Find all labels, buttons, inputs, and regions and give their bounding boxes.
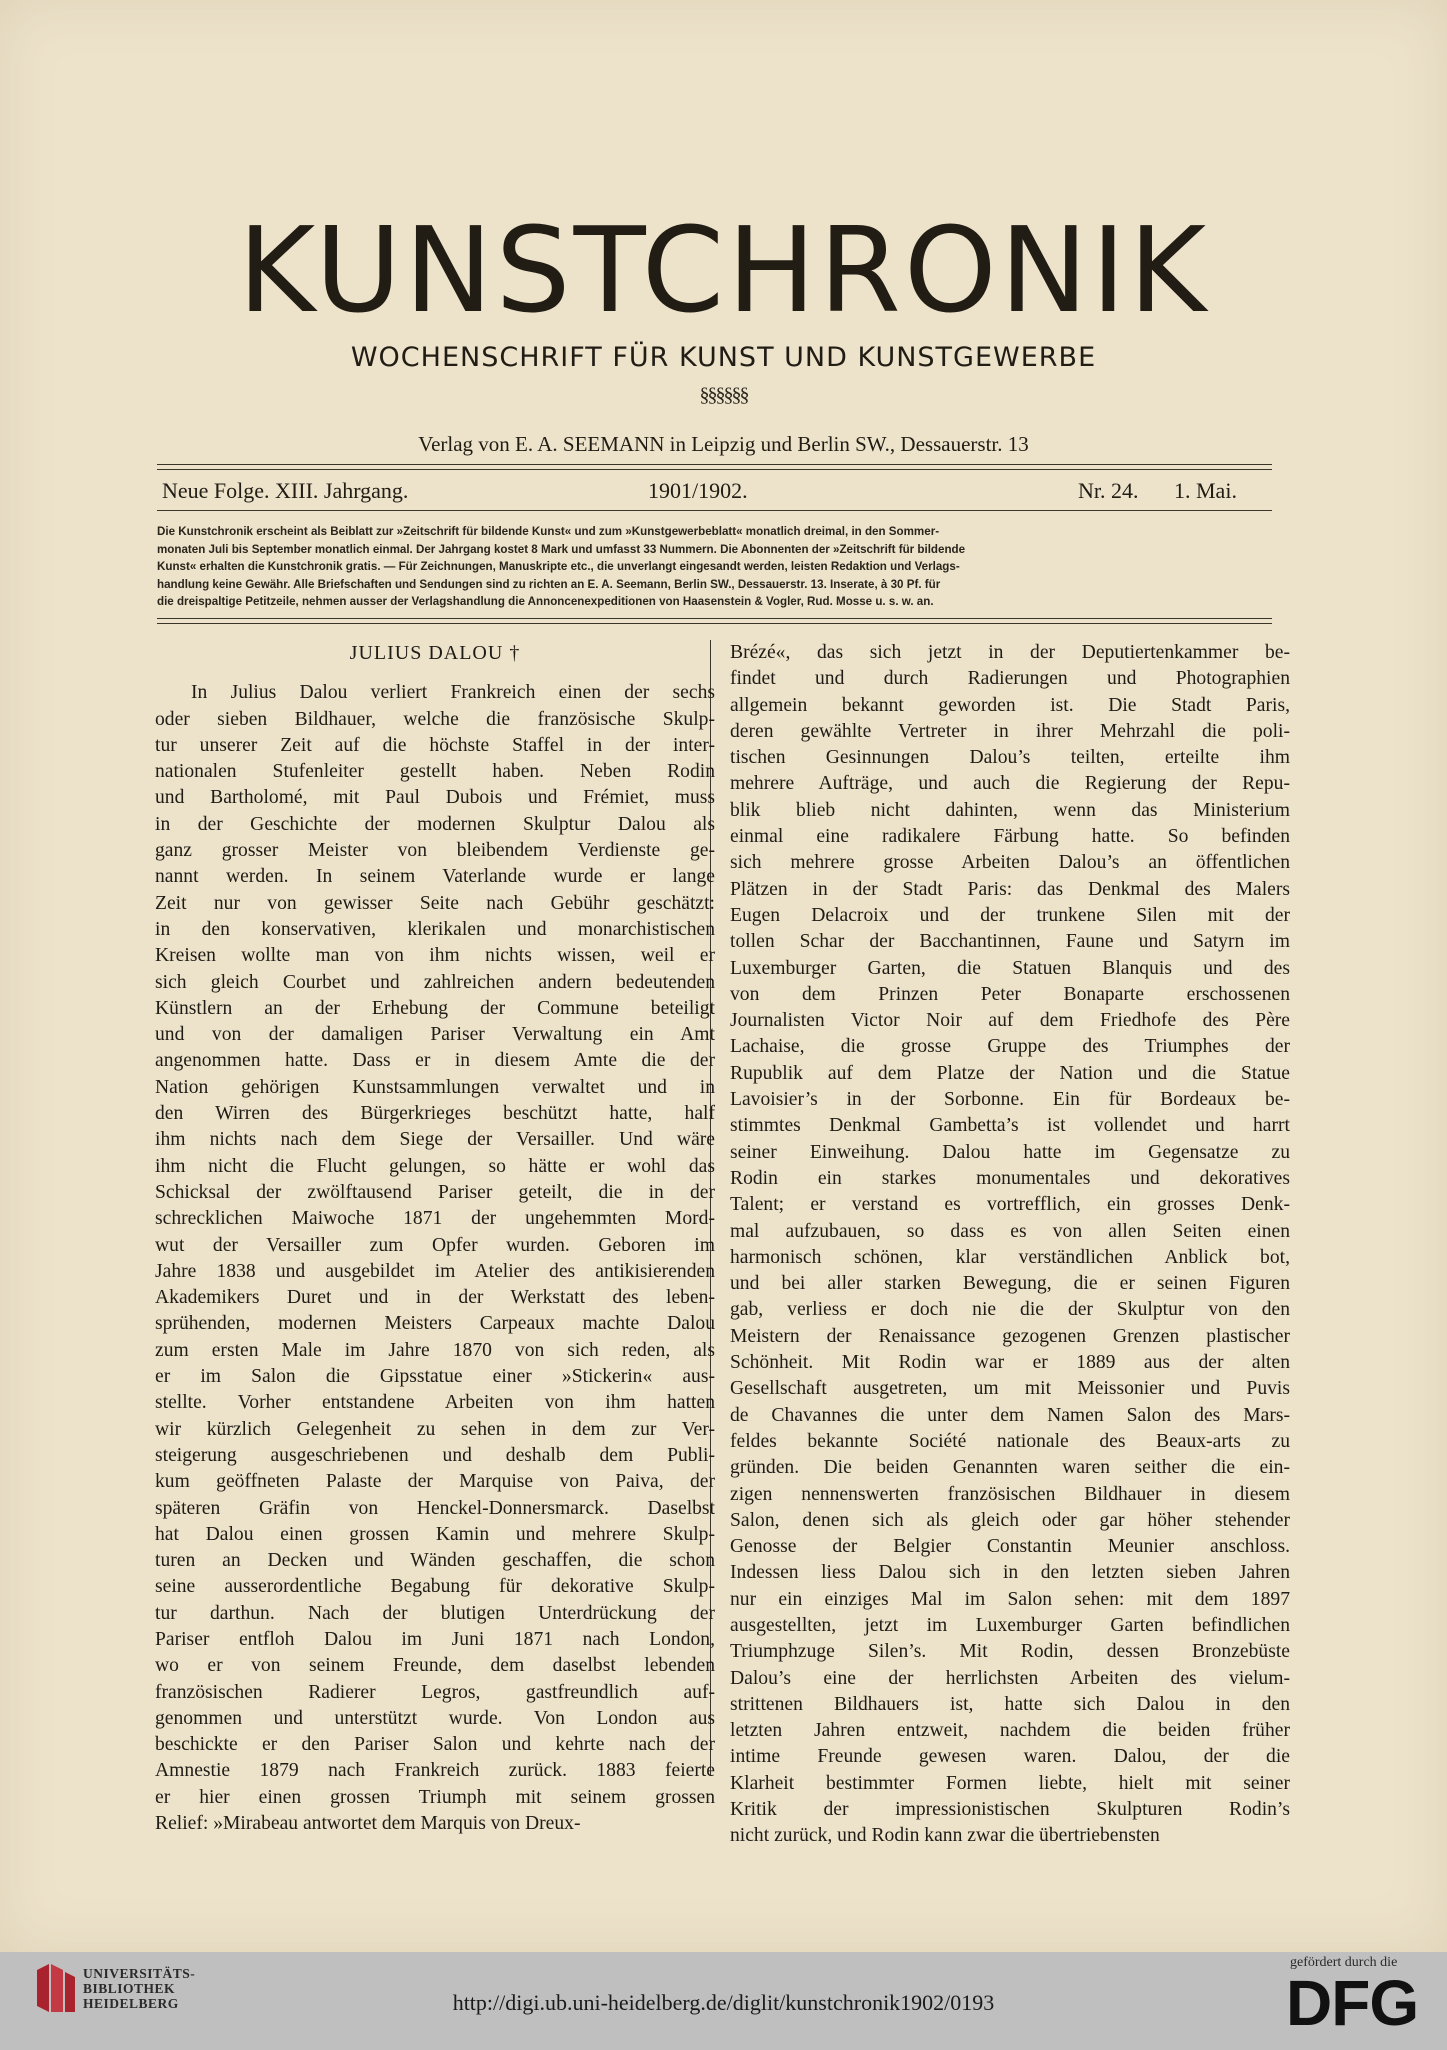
masthead-subtitle: WOCHENSCHRIFT FÜR KUNST UND KUNSTGEWERBE xyxy=(350,342,1097,373)
text-line: ihm nicht die Flucht gelungen, so hätte er wohl das xyxy=(155,1155,715,1177)
text-line: Brézé«, das sich jetzt in der Deputiertenkammer be- xyxy=(730,642,1290,663)
text-line: angenommen hatte. Dass er in diesem Amte die der xyxy=(155,1050,715,1072)
text-line: genommen und unterstützt wurde. Von London aus xyxy=(155,1707,715,1729)
text-line: stimmtes Denkmal Gambetta’s ist vollendet und harrt xyxy=(730,1115,1290,1137)
text-line: beschickte er den Pariser Salon und kehrte nach der xyxy=(155,1734,715,1756)
dfg-logo: DFG xyxy=(1286,1967,1419,2039)
text-line: in der Geschichte der modernen Skulptur Dalou als xyxy=(155,813,715,835)
text-line: Gesellschaft ausgetreten, um mit Meissonier und Puvis xyxy=(730,1378,1290,1400)
rule-mid xyxy=(157,510,1272,511)
text-line: gründen. Die beiden Genannten waren seither die ein- xyxy=(730,1457,1290,1479)
text-line: seine ausserordentliche Begabung für dekorative Skulp- xyxy=(155,1576,715,1598)
text-line: Pariser entfloh Dalou im Juni 1871 nach London, xyxy=(155,1628,715,1650)
text-line: Luxemburger Garten, die Statuen Blanquis und des xyxy=(730,957,1290,979)
text-line: ganz grosser Meister von bleibendem Verdienste ge- xyxy=(155,840,715,862)
text-line: und Bartholomé, mit Paul Dubois und Frémiet, muss xyxy=(155,787,715,809)
text-line: Akademikers Duret und in der Werkstatt des leben- xyxy=(155,1287,715,1309)
text-line: Klarheit bestimmter Formen liebte, hielt mit seiner xyxy=(730,1772,1290,1794)
text-line: In Julius Dalou verliert Frankreich einen der sechs xyxy=(191,682,715,704)
text-line: mal aufzubauen, so dass es von allen Seiten einen xyxy=(730,1220,1290,1242)
text-line: steigerung ausgeschriebenen und deshalb dem Publi- xyxy=(155,1444,715,1466)
text-line: Nation gehörigen Kunstsammlungen verwaltet und in xyxy=(155,1076,715,1098)
text-line: intime Freunde gewesen waren. Dalou, der die xyxy=(730,1746,1290,1768)
text-line: er im Salon die Gipsstatue einer »Stickerin« aus- xyxy=(155,1366,715,1388)
rule-top-2 xyxy=(157,469,1272,470)
text-line: feldes bekannte Société nationale des Beaux-arts zu xyxy=(730,1430,1290,1452)
text-line: harmonisch schönen, klar verständlichen Anblick bot, xyxy=(730,1246,1290,1268)
left-column-text xyxy=(155,680,715,1837)
text-line: sprühenden, modernen Meisters Carpeaux machte Dalou xyxy=(155,1313,715,1335)
issue-number: Nr. 24. xyxy=(1078,478,1139,503)
text-line: oder sieben Bildhauer, welche die französische Skulp- xyxy=(155,708,715,730)
text-line: Talent; er verstand es vortrefflich, ein grosses Denk- xyxy=(730,1194,1290,1216)
text-line: turen an Decken und Wänden geschaffen, die schon xyxy=(155,1550,715,1572)
text-line: nur ein einziges Mal im Salon sehen: mit dem 1897 xyxy=(730,1588,1290,1610)
text-line: ausgestellten, jetzt im Luxemburger Garten befindlichen xyxy=(730,1614,1290,1636)
text-line: findet und durch Radierungen und Photographien xyxy=(730,668,1290,690)
text-line: tur unserer Zeit auf die höchste Staffel in der inter- xyxy=(155,734,715,756)
text-line: Salon, denen sich als gleich oder gar höher stehender xyxy=(730,1509,1290,1531)
text-line: de Chavannes die unter dem Namen Salon des Mars- xyxy=(730,1404,1290,1426)
text-line: Eugen Delacroix und der trunkene Silen mit der xyxy=(730,904,1290,926)
text-line: Schicksal der zwölftausend Pariser geteilt, die in der xyxy=(155,1181,715,1203)
text-line: zigen nennenswerten französischen Bildhauer in diesem xyxy=(730,1483,1290,1505)
notice-line: Kunst« erhalten die Kunstchronik gratis. — Für Zeichnungen, Manuskripte etc., die unverlangt eingesandt werden, leisten Redaktion und Verlags- xyxy=(157,560,960,573)
text-line: nicht zurück, und Rodin kann zwar die übertriebensten xyxy=(730,1825,1160,1847)
text-line: den Wirren des Bürgerkrieges beschützt hatte, half xyxy=(155,1103,715,1125)
publisher-line: Verlag von E. A. SEEMANN in Leipzig und Berlin SW., Dessauerstr. 13 xyxy=(418,432,1029,456)
text-line: tollen Schar der Bacchantinnen, Faune und Satyrn im xyxy=(730,931,1290,953)
text-line: Kritik der impressionistischen Skulpturen Rodin’s xyxy=(730,1799,1290,1821)
source-url-link[interactable]: http://digi.ub.uni-heidelberg.de/diglit/kunstchronik1902/0193 xyxy=(452,1990,995,2015)
text-line: wir kürzlich Gelegenheit zu sehen in dem zur Ver- xyxy=(155,1418,715,1440)
text-line: Dalou’s eine der herrlichsten Arbeiten des vielum- xyxy=(730,1667,1290,1689)
text-line: späteren Gräfin von Henckel-Donnersmarck. Daselbst xyxy=(155,1497,715,1519)
text-line: und bei aller starken Bewegung, die er seinen Figuren xyxy=(730,1273,1290,1295)
library-name-line: BIBLIOTHEK xyxy=(83,1981,176,1996)
text-line: sich mehrere grosse Arbeiten Dalou’s an öffentlichen xyxy=(730,852,1290,874)
text-line: Lavoisier’s in der Sorbonne. Ein für Bordeaux be- xyxy=(730,1089,1290,1111)
text-line: schrecklichen Maiwoche 1871 der ungehemmten Mord- xyxy=(155,1208,715,1230)
issue-date: 1. Mai. xyxy=(1174,478,1237,503)
subscription-notice xyxy=(157,523,1275,611)
library-name-line: HEIDELBERG xyxy=(83,1996,179,2011)
text-line: und von der damaligen Pariser Verwaltung ein Amt xyxy=(155,1024,715,1046)
text-line: einmal eine radikalere Färbung hatte. So befinden xyxy=(730,826,1290,848)
right-column-text xyxy=(730,640,1290,1850)
text-line: Schönheit. Mit Rodin war er 1889 aus der alten xyxy=(730,1352,1290,1374)
article-column-right xyxy=(730,640,1290,1850)
text-line: er hier einen grossen Triumph mit seinem grossen xyxy=(155,1786,715,1808)
text-line: wo er von seinem Freunde, dem daselbst lebenden xyxy=(155,1655,715,1677)
text-line: Genosse der Belgier Constantin Meunier anschloss. xyxy=(730,1536,1290,1558)
text-line: blik blieb nicht dahinten, wenn das Ministerium xyxy=(730,799,1290,821)
text-line: deren gewählte Vertreter in ihrer Mehrzahl die poli- xyxy=(730,720,1290,742)
text-line: zum ersten Male im Jahre 1870 von sich reden, als xyxy=(155,1339,715,1361)
text-line: Meistern der Renaissance gezogenen Grenzen plastischer xyxy=(730,1325,1290,1347)
text-line: Rodin ein starkes monumentales und dekoratives xyxy=(730,1167,1290,1189)
text-line: ihm nichts nach dem Siege der Versailler. Und wäre xyxy=(155,1129,715,1151)
text-line: in den konservativen, klerikalen und monarchistischen xyxy=(155,918,715,940)
article-heading: JULIUS DALOU † xyxy=(349,642,521,664)
text-line: tischen Gesinnungen Dalou’s teilten, erteilte ihm xyxy=(730,747,1290,769)
text-line: gab, verliess er doch nie die der Skulptur von den xyxy=(730,1299,1290,1321)
text-line: nannt werden. In seinem Vaterlande wurde er lange xyxy=(155,866,715,888)
text-line: Lachaise, die grosse Gruppe des Triumphes der xyxy=(730,1036,1290,1058)
masthead-title: KUNSTCHRONIK xyxy=(237,201,1210,339)
text-line: Plätzen in der Stadt Paris: das Denkmal des Malers xyxy=(730,878,1290,900)
text-line: Amnestie 1879 nach Frankreich zurück. 1883 feierte xyxy=(155,1760,715,1782)
text-line: Relief: »Mirabeau antwortet dem Marquis von Dreux- xyxy=(155,1813,581,1835)
issue-years: 1901/1902. xyxy=(648,478,748,503)
rule-top-1 xyxy=(157,464,1272,465)
rule-bottom-1 xyxy=(157,618,1272,619)
text-line: allgemein bekannt geworden ist. Die Stadt Paris, xyxy=(730,694,1290,716)
text-line: sich gleich Courbet und zahlreichen andern bedeutenden xyxy=(155,971,715,993)
text-line: Rupublik auf dem Platze der Nation und die Statue xyxy=(730,1062,1290,1084)
text-line: hat Dalou einen grossen Kamin und mehrere Skulp- xyxy=(155,1523,715,1545)
text-line: französischen Radierer Legros, gastfreundlich auf- xyxy=(155,1681,715,1703)
text-line: Zeit nur von gewisser Seite nach Gebühr geschätzt: xyxy=(155,892,715,914)
text-line: Kreisen wollte man von ihm nichts wissen, weil er xyxy=(155,945,715,967)
notice-line: Die Kunstchronik erscheint als Beiblatt zur »Zeitschrift für bildende Kunst« und zum »Kunstgewerbeblatt« monatlich dreimal, in den Sommer- xyxy=(157,525,940,538)
sponsor-caption: gefördert durch die xyxy=(1290,1955,1398,1970)
text-line: letzten Jahren entzweit, nachdem die beiden früher xyxy=(730,1720,1290,1742)
text-line: Triumphzuge Silen’s. Mit Rodin, dessen Bronzebüste xyxy=(730,1641,1290,1663)
article-column-left xyxy=(155,640,715,1837)
text-line: wut der Versailler zum Opfer wurden. Geboren im xyxy=(155,1234,715,1256)
text-line: Künstlern an der Erhebung der Commune beteiligt xyxy=(155,997,715,1019)
rule-bottom-2 xyxy=(157,623,1272,624)
text-line: nationalen Stufenleiter gestellt haben. Neben Rodin xyxy=(155,761,715,783)
text-line: seiner Einweihung. Dalou hatte im Gegensatze zu xyxy=(730,1141,1290,1163)
notice-line: die dreispaltige Petitzeile, nehmen ausser der Verlagshandlung die Annoncenexpeditionen von Haasenstein & Vogler, Rud. Mosse u. s. w. an. xyxy=(157,595,934,608)
text-line: Indessen liess Dalou sich in den letzten sieben Jahren xyxy=(730,1562,1290,1584)
ornament-divider: §§§§§§ xyxy=(699,384,748,406)
notice-line: handlung keine Gewähr. Alle Briefschaften und Sendungen sind zu richten an E. A. Seemann, Berlin SW., Dessauerstr. 13. Inserate, à 30 Pf. für xyxy=(157,577,941,591)
text-line: von dem Prinzen Peter Bonaparte erschossenen xyxy=(730,983,1290,1005)
text-line: Jahre 1838 und ausgebildet im Atelier des antikisierenden xyxy=(155,1260,715,1282)
text-line: Journalisten Victor Noir auf dem Friedhofe des Père xyxy=(730,1010,1290,1032)
notice-line: monaten Juli bis September monatlich einmal. Der Jahrgang kostet 8 Mark und umfasst 33 Nummern. Die Abonnenten der »Zeitschrift für bildende xyxy=(157,542,966,556)
issue-series: Neue Folge. XIII. Jahrgang. xyxy=(162,478,409,503)
text-line: kum geöffneten Palaste der Marquise von Paiva, der xyxy=(155,1471,715,1493)
text-line: stellte. Vorher entstandene Arbeiten von ihm hatten xyxy=(155,1392,715,1414)
library-name-line: UNIVERSITÄTS- xyxy=(83,1966,196,1981)
text-line: tur darthun. Nach der blutigen Unterdrückung der xyxy=(155,1602,715,1624)
text-line: mehrere Aufträge, und auch die Regierung der Repu- xyxy=(730,773,1290,795)
text-line: strittenen Bildhauers ist, hatte sich Dalou in den xyxy=(730,1693,1290,1715)
